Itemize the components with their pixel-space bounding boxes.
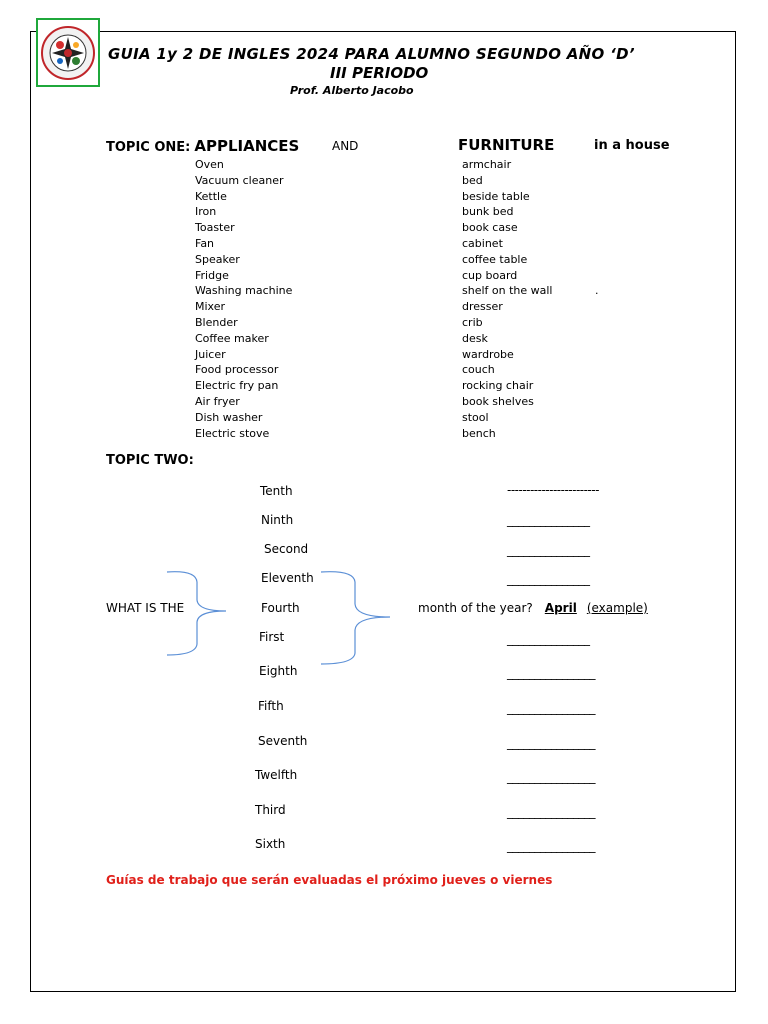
stray-dot: . <box>595 284 599 297</box>
month-question <box>418 601 648 615</box>
answer-blank[interactable]: ________________ <box>507 839 595 853</box>
ordinal-word: Fifth <box>258 699 284 713</box>
list-item: rocking chair <box>462 379 534 393</box>
what-is-the-label: WHAT IS THE <box>106 601 185 615</box>
answer-blank[interactable]: _______________ <box>507 572 590 586</box>
list-item: Fan <box>195 236 215 250</box>
appliances-heading: APPLIANCES <box>194 137 300 155</box>
topic-two-heading: TOPIC TWO: <box>106 453 194 468</box>
ordinal-word: Eighth <box>259 664 298 678</box>
and-label: AND <box>332 139 359 153</box>
list-item: book case <box>462 221 518 235</box>
answer-blank[interactable]: ________________ <box>507 805 595 819</box>
author-name: Prof. Alberto Jacobo <box>290 84 414 97</box>
list-item: Mixer <box>195 300 226 314</box>
list-item: bunk bed <box>462 205 514 219</box>
topic-one-heading <box>106 137 299 155</box>
list-item: cabinet <box>462 236 503 250</box>
school-seal-icon <box>40 23 96 83</box>
list-item: Kettle <box>195 189 227 203</box>
answer-blank[interactable]: ------------------------ <box>507 483 599 497</box>
list-item: stool <box>462 410 489 424</box>
ordinal-word: Ninth <box>261 513 294 527</box>
list-item: Electric stove <box>195 426 270 440</box>
ordinal-word: First <box>259 630 285 644</box>
answer-blank[interactable]: _______________ <box>507 513 590 527</box>
list-item: Oven <box>195 158 224 171</box>
answer-blank[interactable]: _______________ <box>507 543 590 557</box>
document-title: GUIA 1y 2 DE INGLES 2024 PARA ALUMNO SEGUNDO AÑO ‘D’ <box>108 45 635 63</box>
list-item: book shelves <box>462 394 534 408</box>
evaluation-note: Guías de trabajo que serán evaluadas el próximo jueves o viernes <box>106 873 553 887</box>
list-item: couch <box>462 363 495 377</box>
in-a-house-label: in a house <box>594 138 670 153</box>
answer-blank[interactable]: _______________ <box>507 632 590 646</box>
page-border <box>30 31 736 992</box>
list-item: Electric fry pan <box>195 379 279 393</box>
list-item: Vacuum cleaner <box>195 173 284 187</box>
furniture-heading: FURNITURE <box>458 136 555 154</box>
question-text: month of the year? <box>418 601 533 615</box>
list-item: Dish washer <box>195 410 263 424</box>
list-item: Iron <box>195 205 217 219</box>
list-item: bed <box>462 173 483 187</box>
school-logo <box>36 18 100 87</box>
list-item: cup board <box>462 268 518 282</box>
ordinal-word: Fourth <box>261 601 300 615</box>
ordinal-word: Third <box>255 803 286 817</box>
ordinal-word: Twelfth <box>255 768 298 782</box>
document-subtitle: III PERIODO <box>330 64 429 82</box>
list-item: dresser <box>462 300 503 314</box>
list-item: Air fryer <box>195 394 240 408</box>
answer-blank[interactable]: ________________ <box>507 666 595 680</box>
list-item: Blender <box>195 315 238 329</box>
list-item: Juicer <box>195 347 226 361</box>
list-item: Fridge <box>195 268 229 282</box>
list-item: Toaster <box>195 221 235 235</box>
ordinal-word: Tenth <box>260 484 293 498</box>
ordinal-word: Sixth <box>255 837 286 851</box>
list-item: Food processor <box>195 363 279 377</box>
list-item: Speaker <box>195 252 240 266</box>
list-item: desk <box>462 331 488 345</box>
list-item: beside table <box>462 189 530 203</box>
answer-blank[interactable]: ________________ <box>507 736 595 750</box>
list-item: Coffee maker <box>195 331 269 345</box>
topic-one-label: TOPIC ONE: <box>106 140 191 155</box>
answer-blank[interactable]: ________________ <box>507 770 595 784</box>
appliances-list <box>195 157 292 441</box>
list-item: crib <box>462 315 483 329</box>
answer-blank[interactable]: ________________ <box>507 701 595 715</box>
list-item: bench <box>462 426 496 440</box>
list-item: coffee table <box>462 252 528 266</box>
example-answer: April <box>544 601 577 615</box>
list-item: armchair <box>462 158 512 171</box>
example-note: (example) <box>586 601 648 615</box>
list-item: wardrobe <box>462 347 514 361</box>
ordinal-word: Second <box>264 542 309 556</box>
list-item: shelf on the wall <box>462 284 553 298</box>
list-item: Washing machine <box>195 284 293 298</box>
ordinal-word: Seventh <box>258 734 308 748</box>
furniture-list <box>462 157 553 441</box>
ordinal-word: Eleventh <box>261 571 314 585</box>
